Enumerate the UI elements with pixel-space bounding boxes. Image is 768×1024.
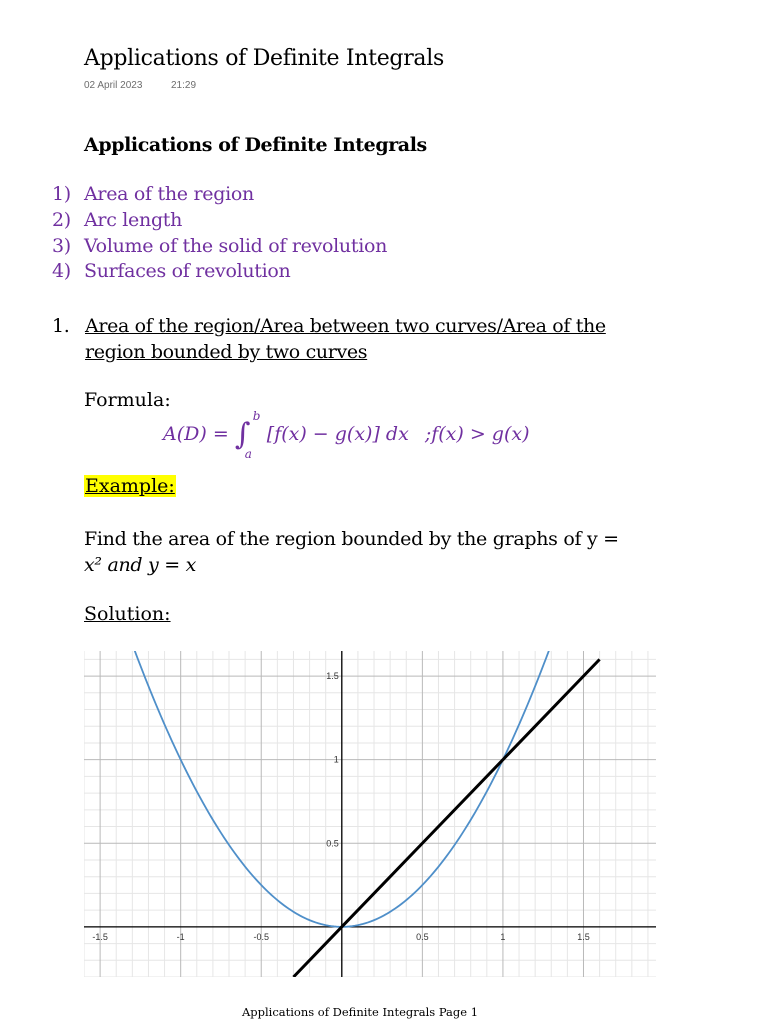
x-tick-label: -0.5 [253,931,269,942]
y-tick-label: 1.5 [326,671,339,682]
area-graph [84,651,656,977]
y-tick-label: 0.5 [326,838,339,849]
solution-label: Solution: [84,603,171,625]
section-heading: Applications of Definite Integrals [84,134,427,156]
integral-sign: ∫ b a [234,409,261,461]
topic-list [52,182,387,285]
x-tick-label: 1 [500,931,506,942]
example-label: Example: [85,475,175,497]
x-tick-label: 1.5 [577,931,590,942]
y-tick-label: 1 [333,754,339,765]
list-item: 2) Arc length [52,208,183,231]
problem-statement: Find the area of the region bounded by the graphs of y = x² and y = x [84,528,619,576]
section-1-heading: 1. Area of the region/Area between two curves/Area of the region bounded by two curves [52,315,606,363]
list-item: 4) Surfaces of revolution [52,260,291,283]
line-curve [293,659,599,977]
area-formula: A(D) = ∫ b a [f(x) − g(x)] dx ;f(x) > g(x) [163,409,530,461]
page-time: 21:29 [171,80,197,91]
formula-label: Formula: [84,389,171,411]
page-title: Applications of Definite Integrals [84,46,444,71]
list-item: 1) Area of the region [52,183,254,205]
list-item: 3) Volume of the solid of revolution [52,234,388,257]
page-date: 02 April 2023 [84,80,143,91]
x-tick-label: 0.5 [416,931,429,942]
page-footer: Applications of Definite Integrals Page 1 [241,1005,479,1019]
x-tick-label: -1.5 [92,931,108,942]
x-tick-label: -1 [176,931,185,942]
